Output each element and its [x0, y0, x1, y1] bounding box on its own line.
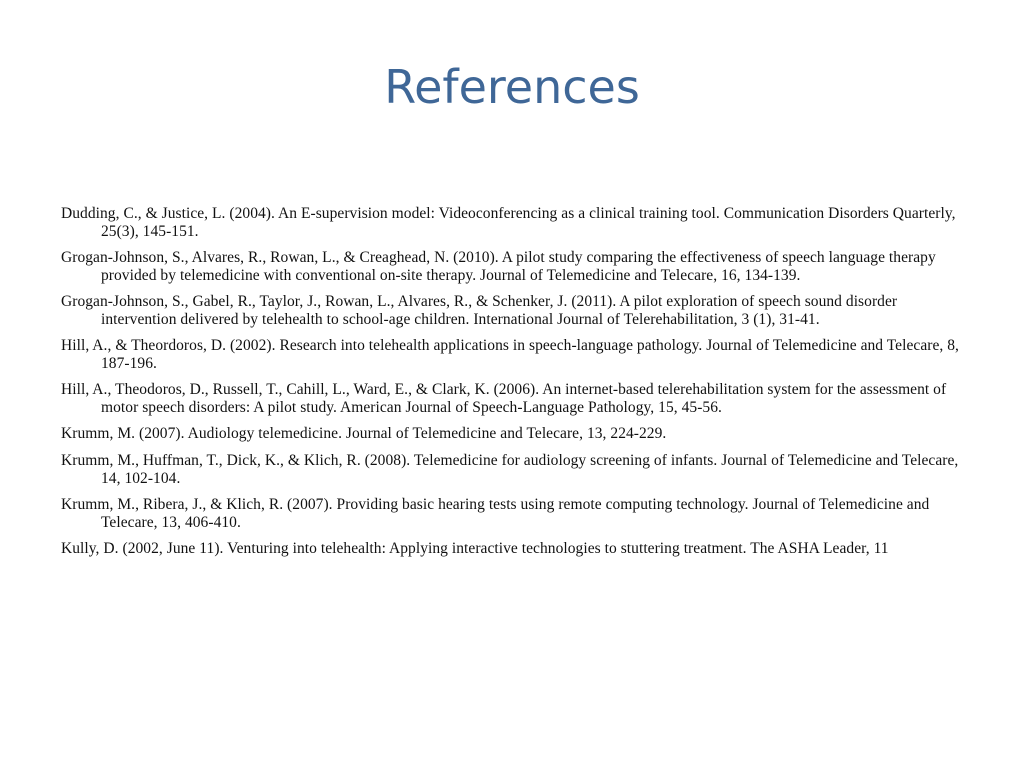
reference-list — [61, 205, 966, 558]
reference-item: Grogan-Johnson, S., Alvares, R., Rowan, L., & Creaghead, N. (2010). A pilot study comparing the effectiveness of speech language therapy provided by telemedicine with conventional on-site therapy. Journal of Telemedicine and Telecare, 16, 134-139. — [61, 249, 936, 284]
page-title: References — [384, 60, 640, 114]
reference-item: Dudding, C., & Justice, L. (2004). An E-supervision model: Videoconferencing as a clinical training tool. Communication Disorders Quarterly, 25(3), 145-151. — [61, 205, 956, 240]
reference-item: Krumm, M., Ribera, J., & Klich, R. (2007). Providing basic hearing tests using remote computing technology. Journal of Telemedicine and Telecare, 13, 406-410. — [61, 495, 930, 531]
reference-item: Grogan-Johnson, S., Gabel, R., Taylor, J., Rowan, L., Alvares, R., & Schenker, J. (2011). A pilot exploration of speech sound disorder intervention delivered by telehealth to school-age children. International Journal of Telerehabilitation, 3 (1), 31-41. — [61, 293, 898, 328]
reference-item: Kully, D. (2002, June 11). Venturing into telehealth: Applying interactive technologies to stuttering treatment. The ASHA Leader, 11 — [61, 539, 889, 557]
reference-item: Hill, A., & Theordoros, D. (2002). Research into telehealth applications in speech-language pathology. Journal of Telemedicine and Telecare, 8, 187-196. — [61, 337, 959, 373]
reference-item: Krumm, M. (2007). Audiology telemedicine. Journal of Telemedicine and Telecare, 13, 224-229. — [61, 425, 667, 443]
reference-item: Hill, A., Theodoros, D., Russell, T., Cahill, L., Ward, E., & Clark, K. (2006). An internet-based telerehabilitation system for the assessment of motor speech disorders: A pilot study. American Journal of Speech-Language Pathology, 15, 45-56. — [61, 381, 947, 417]
reference-item: Krumm, M., Huffman, T., Dick, K., & Klich, R. (2008). Telemedicine for audiology screening of infants. Journal of Telemedicine and Telecare, 14, 102-104. — [61, 451, 959, 487]
